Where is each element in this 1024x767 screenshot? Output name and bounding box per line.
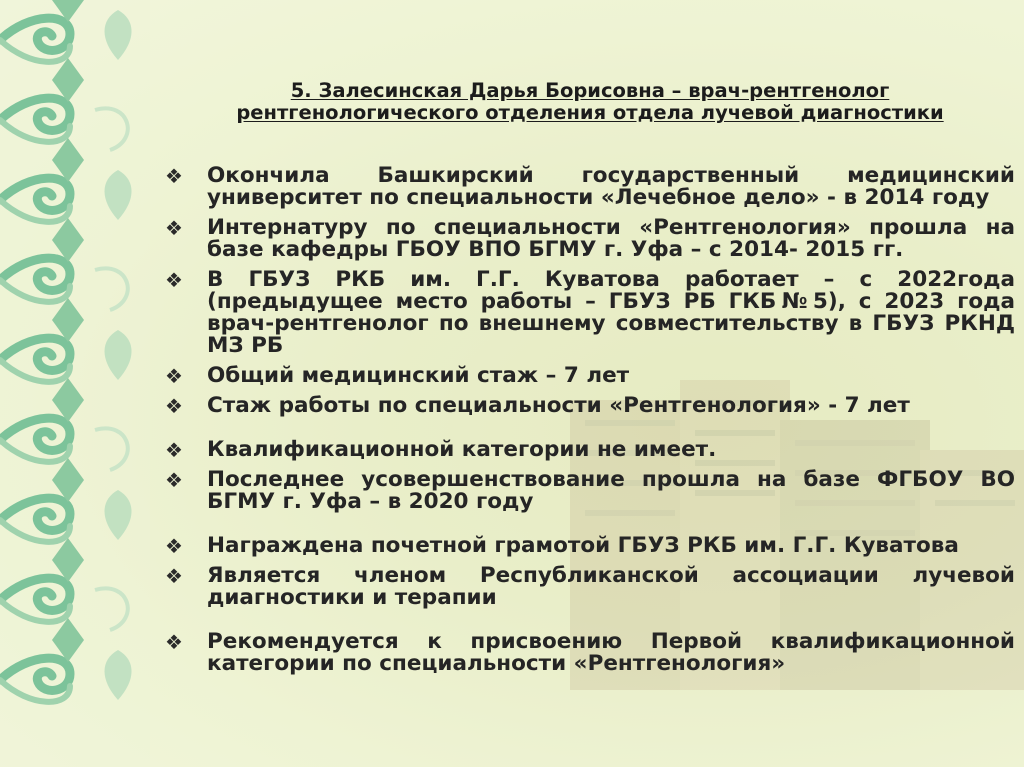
list-item-text: Стаж работы по специальности «Рентгенология» - 7 лет xyxy=(207,393,910,418)
list-item xyxy=(165,439,1015,461)
list-item xyxy=(165,269,1015,357)
diamond-bullet-icon: ❖ xyxy=(165,468,183,492)
list-item-text: Окончила Башкирский государственный медицинский университет по специальности «Лечебное дело» - в 2014 году xyxy=(207,163,1015,210)
diamond-bullet-icon: ❖ xyxy=(165,534,183,558)
list-item-text: Последнее усовершенствование прошла на базе ФГБОУ ВО БГМУ г. Уфа – в 2020 году xyxy=(207,467,1015,514)
list-item-text: Общий медицинский стаж – 7 лет xyxy=(207,363,630,388)
diamond-bullet-icon: ❖ xyxy=(165,394,183,418)
list-item xyxy=(165,395,1015,417)
list-item-text: Награждена почетной грамотой ГБУЗ РКБ им. Г.Г. Куватова xyxy=(207,533,959,558)
diamond-bullet-icon: ❖ xyxy=(165,216,183,240)
list-item-text: Является членом Республиканской ассоциации лучевой диагностики и терапии xyxy=(207,563,1015,610)
diamond-bullet-icon: ❖ xyxy=(165,268,183,292)
list-item-text: Интернатуру по специальности «Рентгенология» прошла на базе кафедры ГБОУ ВПО БГМУ г. Уфа – с 2014- 2015 гг. xyxy=(207,215,1015,262)
left-ornament-border xyxy=(0,0,150,767)
bio-bullet-list xyxy=(165,165,1015,683)
list-item-text: Рекомендуется к присвоению Первой квалификационной категории по специальности «Рентгенология» xyxy=(207,629,1015,676)
diamond-bullet-icon: ❖ xyxy=(165,630,183,654)
list-item xyxy=(165,165,1015,209)
diamond-bullet-icon: ❖ xyxy=(165,364,183,388)
list-item xyxy=(165,469,1015,513)
list-item xyxy=(165,365,1015,387)
diamond-bullet-icon: ❖ xyxy=(165,164,183,188)
list-item-text: В ГБУЗ РКБ им. Г.Г. Куватова работает – с 2022года (предыдущее место работы – ГБУЗ РБ ГКБ№5), с 2023 года врач-рентгенолог по внешнему совместительству в ГБУЗ РКНД МЗ РБ xyxy=(207,267,1015,358)
list-item xyxy=(165,565,1015,609)
list-item xyxy=(165,631,1015,675)
title-line-1: 5. Залесинская Дарья Борисовна – врач-рентгенолог xyxy=(290,79,890,102)
list-item xyxy=(165,535,1015,557)
list-item-text: Квалификационной категории не имеет. xyxy=(207,437,717,462)
list-item xyxy=(165,217,1015,261)
diamond-bullet-icon: ❖ xyxy=(165,438,183,462)
title-line-2: рентгенологического отделения отдела лучевой диагностики xyxy=(236,101,944,124)
diamond-bullet-icon: ❖ xyxy=(165,564,183,588)
slide-title xyxy=(180,80,1000,124)
